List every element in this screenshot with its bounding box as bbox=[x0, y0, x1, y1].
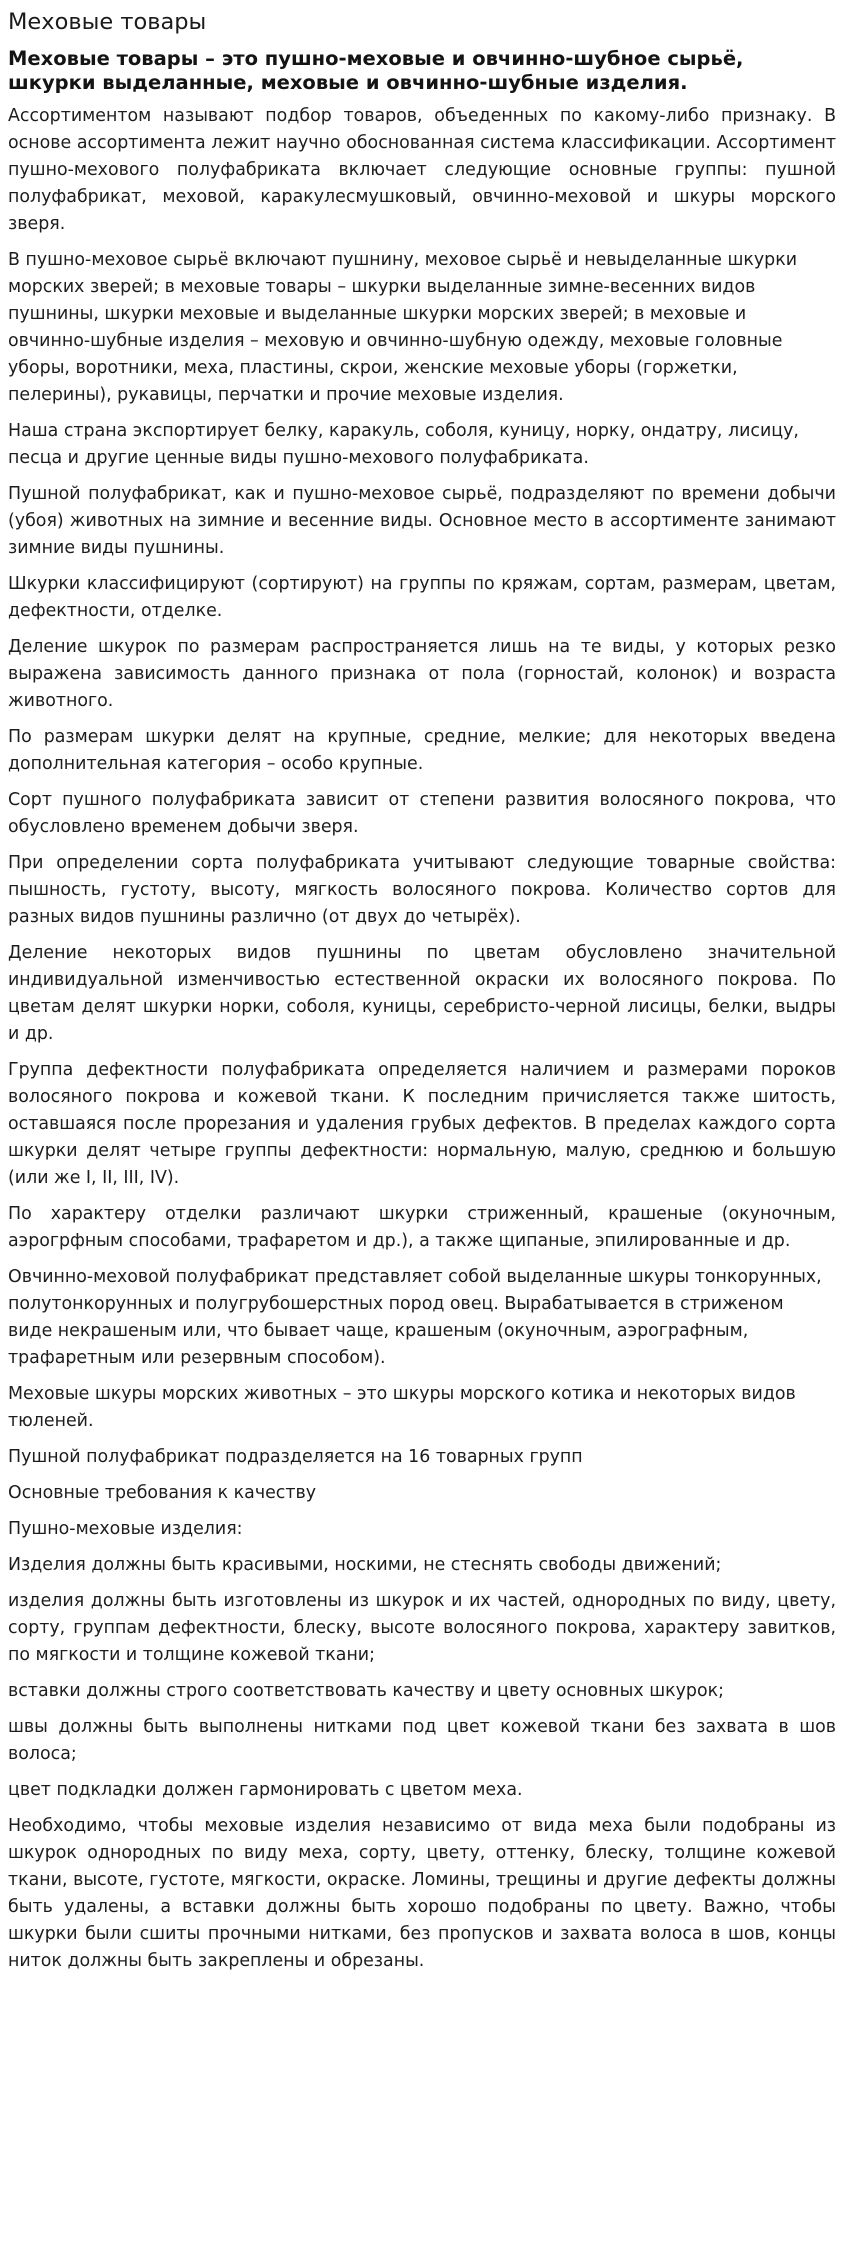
paragraph-fur-products: Пушно-меховые изделия: bbox=[8, 1519, 243, 1539]
paragraph-marine: Меховые шкуры морских животных – это шкуры морского котика и некоторых видов тюленей. bbox=[8, 1384, 796, 1431]
paragraph-finishing: По характеру отделки различают шкурки стриженный, крашеные (окуночным, аэрогрфным способами, трафаретом и др.), а также щипаные, эпилированные и др. bbox=[8, 1204, 836, 1251]
paragraph-sheepskin: Овчинно-меховой полуфабрикат представляет собой выделанные шкуры тонкорунных, полутонкорунных и полугрубошерстных пород овец. Вырабатывается в стриженом виде некрашеным или, что бывает чаще, крашеным (окуночным, аэрографным, трафаретным или резервным способом). bbox=[8, 1267, 822, 1368]
paragraph-grade: Сорт пушного полуфабриката зависит от степени развития волосяного покрова, что обусловлено временем добычи зверя. bbox=[8, 790, 836, 837]
list-item-requirement-4: швы должны быть выполнены нитками под цвет кожевой ткани без захвата в шов волоса; bbox=[8, 1717, 836, 1764]
paragraph-final-requirements: Необходимо, чтобы меховые изделия независимо от вида меха были подобраны из шкурок однородных по виду меха, сорту, цвету, оттенку, блеску, толщине кожевой ткани, высоте, густоте, мягкости, окраске. Ломины, трещины и другие дефекты должны быть удалены, а вставки должны быть хорошо подобраны по цвету. Важно, чтобы шкурки были сшиты прочными нитками, без пропусков и захвата волоса в шов, концы ниток должны быть закреплены и обрезаны. bbox=[8, 1816, 836, 1971]
list-item-requirement-2: изделия должны быть изготовлены из шкурок и их частей, однородных по виду, цвету, сорту, группам дефектности, блеску, высоте волосяного покрова, характеру завитков, по мягкости и толщине кожевой ткани; bbox=[8, 1591, 836, 1665]
article bbox=[0, 8, 847, 1975]
paragraph-commodity-groups: Пушной полуфабрикат подразделяется на 16 товарных групп bbox=[8, 1447, 583, 1467]
page-title: Меховые товары bbox=[8, 9, 207, 35]
paragraph-size-division: Деление шкурок по размерам распространяется лишь на те виды, у которых резко выражена зависимость данного признака от пола (горностай, колонок) и возраста животного. bbox=[8, 637, 836, 711]
paragraph-quality-heading: Основные требования к качеству bbox=[8, 1483, 317, 1503]
paragraph-size-categories: По размерам шкурки делят на крупные, средние, мелкие; для некоторых введена дополнительная категория – особо крупные. bbox=[8, 727, 836, 774]
paragraph-export: Наша страна экспортирует белку, каракуль, соболя, куницу, норку, ондатру, лисицу, песца и другие ценные виды пушно-мехового полуфабриката. bbox=[8, 421, 799, 468]
paragraph-assortment: Ассортиментом называют подбор товаров, объеденных по какому-либо признаку. В основе ассортимента лежит научно обоснованная система классификации. Ассортимент пушно-мехового полуфабриката включает следующие основные группы: пушной полуфабрикат, меховой, каракулесмушковый, овчинно-меховой и шкуры морского зверя. bbox=[8, 106, 836, 234]
paragraph-season: Пушной полуфабрикат, как и пушно-меховое сырьё, подразделяют по времени добычи (убоя) животных на зимние и весенние виды. Основное место в ассортименте занимают зимние виды пушнины. bbox=[8, 484, 836, 558]
paragraph-classification: Шкурки классифицируют (сортируют) на группы по кряжам, сортам, размерам, цветам, дефектности, отделке. bbox=[8, 574, 836, 621]
paragraph-grade-properties: При определении сорта полуфабриката учитывают следующие товарные свойства: пышность, густоту, высоту, мягкость волосяного покрова. Количество сортов для разных видов пушнины различно (от двух до четырёх). bbox=[8, 853, 836, 927]
list-item-requirement-1: Изделия должны быть красивыми, носкими, не стеснять свободы движений; bbox=[8, 1555, 722, 1575]
list-item-requirement-3: вставки должны строго соответствовать качеству и цвету основных шкурок; bbox=[8, 1681, 724, 1701]
paragraph-defect-groups: Группа дефектности полуфабриката определяется наличием и размерами пороков волосяного покрова и кожевой ткани. К последним причисляется также шитость, оставшаяся после прорезания и удаления грубых дефектов. В пределах каждого сорта шкурки делят четыре группы дефектности: нормальную, малую, среднюю и большую (или же I, II, III, IV). bbox=[8, 1060, 836, 1188]
paragraph-raw-materials: В пушно-меховое сырьё включают пушнину, меховое сырьё и невыделанные шкурки морских зверей; в меховые товары – шкурки выделанные зимне-весенних видов пушнины, шкурки меховые и выделанные шкурки морских зверей; в меховые и овчинно-шубные изделия – меховую и овчинно-шубную одежду, меховые головные уборы, воротники, меха, пластины, скрои, женские меховые уборы (горжетки, пелерины), рукавицы, перчатки и прочие меховые изделия. bbox=[8, 250, 797, 405]
lead-definition: Меховые товары – это пушно-меховые и овчинно-шубное сырьё, шкурки выделанные, меховые и овчинно-шубные изделия. bbox=[8, 47, 744, 94]
list-item-requirement-5: цвет подкладки должен гармонировать с цветом меха. bbox=[8, 1780, 523, 1800]
paragraph-color-division: Деление некоторых видов пушнины по цветам обусловлено значительной индивидуальной изменчивостью естественной окраски их волосяного покрова. По цветам делят шкурки норки, соболя, куницы, серебристо-черной лисицы, белки, выдры и др. bbox=[8, 943, 836, 1044]
